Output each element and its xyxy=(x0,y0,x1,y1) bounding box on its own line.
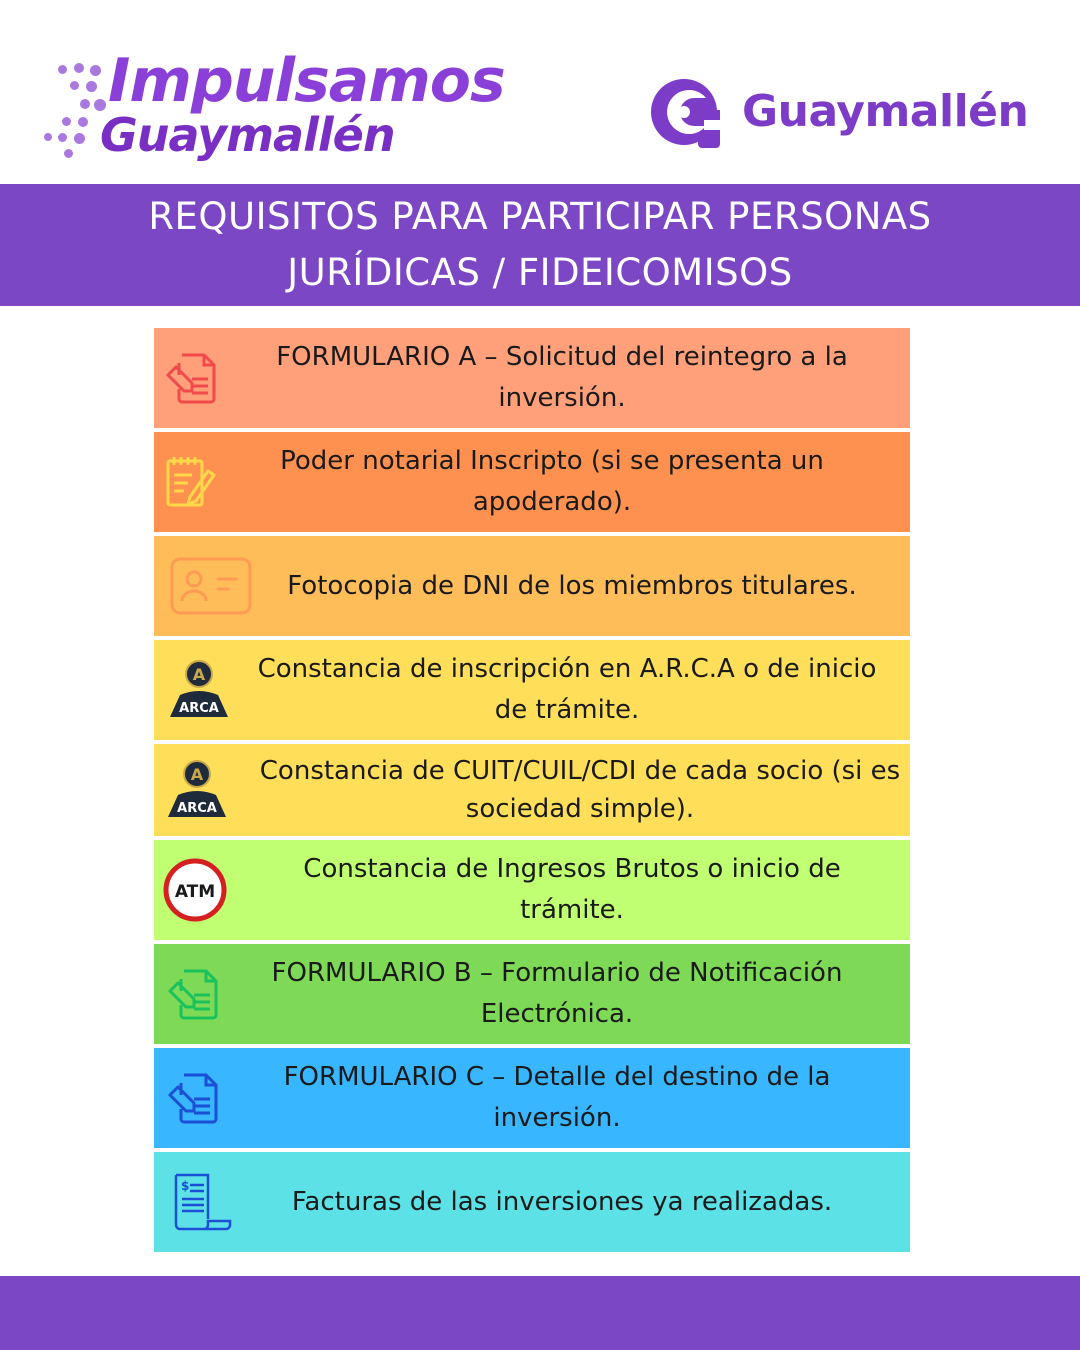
logo-left-line1: Impulsamos xyxy=(108,46,505,116)
requirement-text: FORMULARIO B – Formulario de Notificación Electrónica. xyxy=(271,958,843,1029)
requirement-text: Constancia de Ingresos Brutos o inicio de trámite. xyxy=(303,854,841,925)
requirement-row-formulario-b xyxy=(154,944,910,1044)
requirement-row-facturas xyxy=(154,1152,910,1252)
requirement-row-arca-inscripcion xyxy=(154,640,910,740)
requirement-text: Constancia de inscripción en A.R.C.A o de inicio de trámite. xyxy=(257,654,877,725)
svg-text:A: A xyxy=(192,665,206,684)
requirement-text: FORMULARIO A – Solicitud del reintegro a la inversión. xyxy=(276,342,848,413)
title-line-2: JURÍDICAS / FIDEICOMISOS xyxy=(287,251,793,294)
requirement-row-formulario-c xyxy=(154,1048,910,1148)
requirements-list xyxy=(154,328,910,1252)
impulsamos-guaymallen-logo xyxy=(40,45,505,175)
requirement-row-poder-notarial xyxy=(154,432,910,532)
form-document-icon xyxy=(166,1069,220,1127)
title-line-1: REQUISITOS PARA PARTICIPAR PERSONAS xyxy=(148,195,932,238)
form-document-icon xyxy=(164,349,218,407)
requirement-text: Fotocopia de DNI de los miembros titulares. xyxy=(287,570,857,601)
arca-label: ARCA xyxy=(177,801,217,816)
requirement-row-dni xyxy=(154,536,910,636)
requirement-row-ingresos-brutos xyxy=(154,840,910,940)
svg-text:A: A xyxy=(190,765,204,784)
requirement-text: Poder notarial Inscripto (si se presenta un apoderado). xyxy=(280,446,824,517)
requirement-text: Constancia de CUIT/CUIL/CDI de cada socio (si es sociedad simple). xyxy=(259,756,901,824)
form-document-icon xyxy=(166,965,220,1023)
atm-logo-icon xyxy=(162,857,228,923)
arca-label: ARCA xyxy=(179,701,219,716)
requirement-text: Facturas de las inversiones ya realizadas. xyxy=(291,1186,833,1217)
id-card-icon xyxy=(170,557,252,615)
atm-label: ATM xyxy=(174,882,216,902)
requirement-text: FORMULARIO C – Detalle del destino de la inversión. xyxy=(283,1062,831,1133)
arca-logo-icon xyxy=(168,659,230,721)
guaymallen-g-icon xyxy=(646,74,722,150)
title-band xyxy=(0,184,1080,306)
logo-right-name: Guaymallén xyxy=(742,86,1029,137)
logo-left-line2: Guaymallén xyxy=(100,108,395,162)
requirement-row-formulario-a xyxy=(154,328,910,428)
footer-band xyxy=(0,1276,1080,1350)
svg-text:$: $ xyxy=(181,1179,190,1193)
invoice-icon xyxy=(170,1171,234,1233)
notepad-pencil-icon xyxy=(164,453,218,511)
arca-logo-icon xyxy=(166,759,228,821)
requirement-row-cuit xyxy=(154,744,910,836)
guaymallen-logo xyxy=(646,72,1036,152)
